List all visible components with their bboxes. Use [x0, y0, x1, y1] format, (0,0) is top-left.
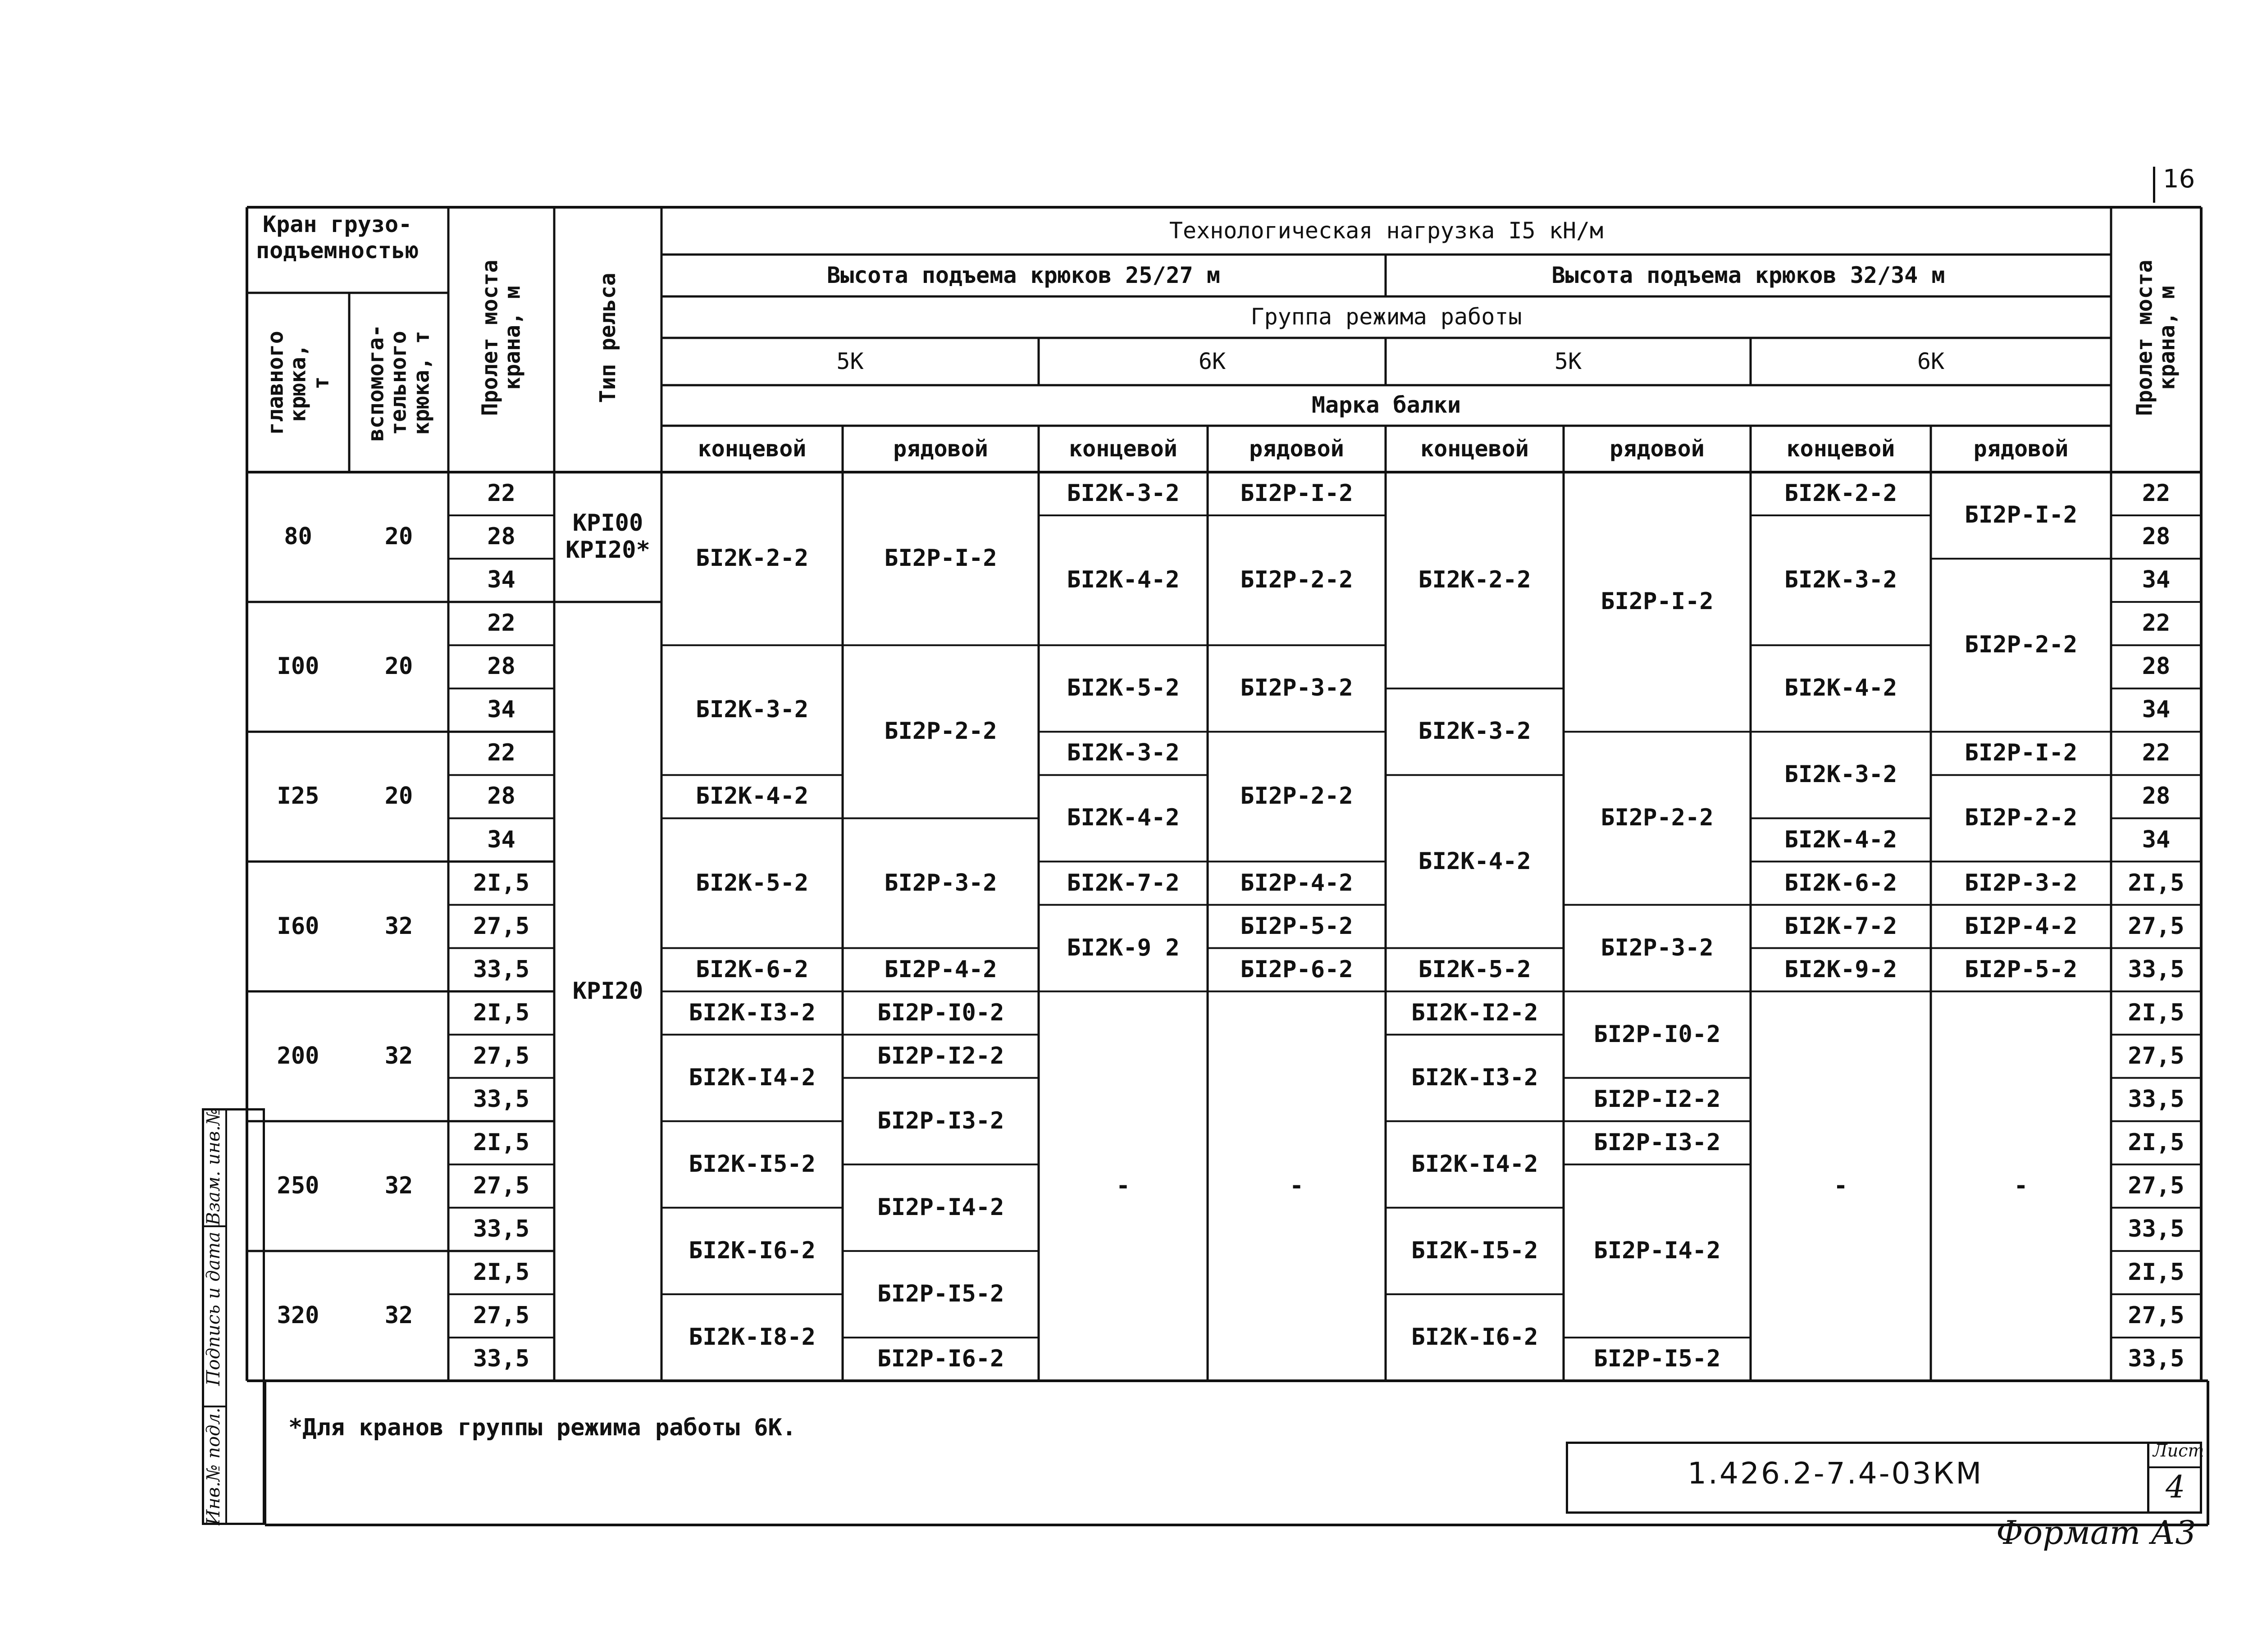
- span-right: 2I,5: [2128, 999, 2185, 1026]
- span-left: 34: [487, 826, 515, 853]
- header-end: концевой: [1069, 435, 1177, 462]
- beam-row-5k-1: БI2Р-I0-2: [877, 999, 1004, 1026]
- beam-end-5k-1: БI2К-6-2: [695, 956, 809, 983]
- beam-row-6k-1: БI2Р-I-2: [1240, 480, 1353, 507]
- beam-end-6k-2: БI2К-2-2: [1784, 480, 1897, 507]
- span-left: 27,5: [473, 1042, 530, 1069]
- span-right: 28: [2142, 783, 2171, 810]
- span-right: 33,5: [2128, 1085, 2185, 1113]
- beam-row-6k-2: БI2Р-I-2: [1964, 739, 2078, 767]
- span-left: 2I,5: [473, 869, 530, 897]
- beam-row-5k-2: БI2Р-I2-2: [1593, 1085, 1721, 1113]
- beam-end-6k-2: БI2К-9-2: [1784, 956, 1897, 983]
- beam-end-5k-1: БI2К-4-2: [695, 783, 809, 810]
- span-right: 34: [2142, 696, 2171, 724]
- beam-row-6k-1: БI2Р-4-2: [1240, 869, 1353, 897]
- header-aux-hook: вспомога- тельного крюка, т: [363, 324, 434, 442]
- crane-aux-capacity: 32: [384, 1172, 413, 1199]
- beam-end-5k-2: БI2К-3-2: [1418, 718, 1531, 745]
- beam-end-5k-1: БI2К-2-2: [695, 545, 809, 572]
- span-right: 27,5: [2128, 1172, 2185, 1199]
- header-end: концевой: [1420, 435, 1529, 462]
- span-right: 27,5: [2128, 1302, 2185, 1329]
- rail-type: КРI20: [572, 977, 643, 1005]
- crane-aux-capacity: 20: [384, 783, 413, 810]
- beam-row-5k-2: БI2Р-2-2: [1601, 804, 1714, 832]
- beam-row-5k-1: БI2Р-I2-2: [877, 1042, 1004, 1069]
- header-duty-group: Группа режима работы: [1250, 304, 1522, 330]
- header-rail-type: Тип рельса: [595, 273, 620, 403]
- span-left: 27,5: [473, 1302, 530, 1329]
- crane-main-capacity: 80: [284, 523, 312, 551]
- beam-end-5k-1: БI2К-I5-2: [689, 1150, 816, 1178]
- header-height-1: Высота подъема крюков 25/27 м: [827, 262, 1220, 288]
- beam-end-6k-1: БI2К-3-2: [1067, 480, 1180, 507]
- span-left: 22: [487, 739, 515, 767]
- crane-main-capacity: I25: [277, 783, 319, 810]
- span-right: 33,5: [2128, 1345, 2185, 1373]
- header-group-6k-2: 6К: [1917, 348, 1945, 374]
- header-end: концевой: [698, 435, 807, 462]
- span-left: 34: [487, 696, 515, 724]
- span-left: 22: [487, 610, 515, 637]
- span-right: 34: [2142, 566, 2171, 594]
- beam-row-6k-2: БI2Р-4-2: [1964, 912, 2078, 940]
- header-group-6k-1: 6К: [1198, 348, 1226, 374]
- beam-row-5k-2: БI2Р-I3-2: [1593, 1129, 1721, 1156]
- header-end: концевой: [1786, 435, 1895, 462]
- header-span-right: Пролет моста крана, м: [2132, 259, 2180, 416]
- beam-end-5k-2: БI2К-5-2: [1418, 956, 1531, 983]
- span-right: 2I,5: [2128, 1258, 2185, 1286]
- beam-row-6k-2: -: [2014, 1172, 2028, 1199]
- beam-row-5k-2: БI2Р-I0-2: [1593, 1020, 1721, 1048]
- crane-main-capacity: I60: [277, 912, 319, 940]
- beam-end-5k-2: БI2К-I6-2: [1411, 1324, 1538, 1351]
- header-row: рядовой: [1610, 435, 1705, 462]
- header-row: рядовой: [893, 435, 988, 462]
- beam-row-6k-1: БI2Р-2-2: [1240, 566, 1353, 594]
- beam-row-5k-2: БI2Р-I-2: [1601, 588, 1714, 615]
- header-group-5k-2: 5К: [1554, 348, 1582, 374]
- beam-end-5k-1: БI2К-I3-2: [689, 999, 816, 1026]
- header-group-5k-1: 5К: [836, 348, 864, 374]
- beam-end-6k-2: БI2К-4-2: [1784, 674, 1897, 702]
- beam-row-6k-1: БI2Р-6-2: [1240, 956, 1353, 983]
- beam-end-5k-2: БI2К-4-2: [1418, 847, 1531, 875]
- header-span: Пролет моста крана, м: [477, 259, 525, 416]
- header-load: Технологическая нагрузка I5 кН/м: [1169, 217, 1604, 244]
- span-left: 34: [487, 566, 515, 594]
- span-left: 33,5: [473, 1345, 530, 1373]
- crane-aux-capacity: 20: [384, 653, 413, 680]
- beam-end-5k-1: БI2К-3-2: [695, 696, 809, 724]
- span-left: 28: [487, 523, 515, 551]
- beam-row-6k-2: БI2Р-5-2: [1964, 956, 2078, 983]
- beam-end-6k-1: БI2К-3-2: [1067, 739, 1180, 767]
- beam-end-5k-2: БI2К-I4-2: [1411, 1150, 1538, 1178]
- span-left: 27,5: [473, 1172, 530, 1199]
- crane-main-capacity: 320: [277, 1302, 319, 1329]
- crane-main-capacity: 200: [277, 1042, 319, 1069]
- span-left: 2I,5: [473, 1129, 530, 1156]
- beam-row-5k-1: БI2Р-I3-2: [877, 1107, 1004, 1134]
- beam-end-5k-2: БI2К-I3-2: [1411, 1064, 1538, 1091]
- beam-row-6k-1: -: [1289, 1172, 1304, 1199]
- crane-aux-capacity: 32: [384, 1042, 413, 1069]
- side-stamp-replace: Взам. инв.№: [203, 1108, 224, 1225]
- beam-end-6k-2: БI2К-3-2: [1784, 761, 1897, 788]
- span-left: 33,5: [473, 1085, 530, 1113]
- header-row: рядовой: [1249, 435, 1344, 462]
- title-block-divider: [2147, 1442, 2149, 1514]
- beam-end-6k-2: -: [1833, 1172, 1848, 1199]
- document-code: 1.426.2-7.4-03КМ: [1687, 1456, 1984, 1491]
- beam-row-6k-1: БI2Р-2-2: [1240, 783, 1353, 810]
- beam-end-6k-1: БI2К-5-2: [1067, 674, 1180, 702]
- header-height-2: Высота подъема крюков 32/34 м: [1551, 262, 1945, 288]
- beam-end-5k-2: БI2К-I2-2: [1411, 999, 1538, 1026]
- format-label: Формат А3: [1996, 1514, 2196, 1552]
- span-right: 22: [2142, 610, 2171, 637]
- footnote: *Для кранов группы режима работы 6К.: [288, 1414, 797, 1442]
- span-right: 27,5: [2128, 912, 2185, 940]
- span-right: 2I,5: [2128, 1129, 2185, 1156]
- sheet-number: 4: [2166, 1470, 2185, 1505]
- crane-aux-capacity: 32: [384, 1302, 413, 1329]
- beam-row-5k-2: БI2Р-I5-2: [1593, 1345, 1721, 1373]
- beam-row-5k-1: БI2Р-2-2: [884, 718, 997, 745]
- span-left: 28: [487, 783, 515, 810]
- beam-end-5k-2: БI2К-I5-2: [1411, 1237, 1538, 1264]
- beam-end-6k-1: БI2К-4-2: [1067, 804, 1180, 832]
- header-row: рядовой: [1973, 435, 2069, 462]
- beam-row-6k-2: БI2Р-2-2: [1964, 804, 2078, 832]
- beam-row-5k-1: БI2Р-I4-2: [877, 1193, 1004, 1221]
- header-crane-capacity: Кран грузо- подъемностью: [256, 211, 419, 264]
- side-stamp-sign: Подпись и дата: [203, 1231, 224, 1386]
- span-right: 27,5: [2128, 1042, 2185, 1069]
- beam-end-5k-1: БI2К-5-2: [695, 869, 809, 897]
- sheet-label: Лист: [2153, 1441, 2204, 1461]
- beam-end-6k-1: БI2К-7-2: [1067, 869, 1180, 897]
- rail-type: КРI00 КРI20*: [566, 510, 650, 564]
- beam-end-5k-1: БI2К-I4-2: [689, 1064, 816, 1091]
- span-right: 34: [2142, 826, 2171, 853]
- beam-end-5k-2: БI2К-2-2: [1418, 566, 1531, 594]
- span-right: 22: [2142, 739, 2171, 767]
- span-right: 28: [2142, 523, 2171, 551]
- beam-end-6k-1: БI2К-9 2: [1067, 934, 1180, 961]
- beam-row-5k-1: БI2Р-I5-2: [877, 1280, 1004, 1307]
- span-left: 22: [487, 480, 515, 507]
- beam-row-6k-2: БI2Р-I-2: [1964, 501, 2078, 529]
- span-right: 33,5: [2128, 1215, 2185, 1242]
- beam-row-5k-1: БI2Р-4-2: [884, 956, 997, 983]
- beam-end-6k-2: БI2К-4-2: [1784, 826, 1897, 853]
- beam-end-5k-1: БI2К-I6-2: [689, 1237, 816, 1264]
- title-block-sheet-sep: [2147, 1466, 2202, 1468]
- span-left: 33,5: [473, 956, 530, 983]
- span-right: 2I,5: [2128, 869, 2185, 897]
- span-left: 28: [487, 653, 515, 680]
- beam-row-6k-2: БI2Р-3-2: [1964, 869, 2078, 897]
- beam-end-6k-2: БI2К-7-2: [1784, 912, 1897, 940]
- beam-end-6k-1: БI2К-4-2: [1067, 566, 1180, 594]
- crane-main-capacity: 250: [277, 1172, 319, 1199]
- span-left: 2I,5: [473, 1258, 530, 1286]
- header-beam-mark: Марка балки: [1311, 392, 1461, 419]
- span-right: 33,5: [2128, 956, 2185, 983]
- beam-row-5k-2: БI2Р-I4-2: [1593, 1237, 1721, 1264]
- header-main-hook: главного крюка, т: [262, 331, 333, 435]
- beam-row-5k-1: БI2Р-3-2: [884, 869, 997, 897]
- beam-row-5k-1: БI2Р-I6-2: [877, 1345, 1004, 1373]
- beam-end-6k-2: БI2К-6-2: [1784, 869, 1897, 897]
- beam-row-6k-1: БI2Р-5-2: [1240, 912, 1353, 940]
- span-right: 28: [2142, 653, 2171, 680]
- beam-end-6k-1: -: [1116, 1172, 1131, 1199]
- beam-row-6k-1: БI2Р-3-2: [1240, 674, 1353, 702]
- crane-aux-capacity: 32: [384, 912, 413, 940]
- span-left: 33,5: [473, 1215, 530, 1242]
- beam-end-6k-2: БI2К-3-2: [1784, 566, 1897, 594]
- beam-row-5k-2: БI2Р-3-2: [1601, 934, 1714, 961]
- crane-main-capacity: I00: [277, 653, 319, 680]
- span-left: 2I,5: [473, 999, 530, 1026]
- page-number: 16: [2163, 164, 2195, 194]
- side-stamp-inv: Инв.№ подл.: [203, 1407, 224, 1525]
- span-left: 27,5: [473, 912, 530, 940]
- beam-end-5k-1: БI2К-I8-2: [689, 1324, 816, 1351]
- span-right: 22: [2142, 480, 2171, 507]
- crane-aux-capacity: 20: [384, 523, 413, 551]
- beam-row-6k-2: БI2Р-2-2: [1964, 631, 2078, 659]
- beam-row-5k-1: БI2Р-I-2: [884, 545, 997, 572]
